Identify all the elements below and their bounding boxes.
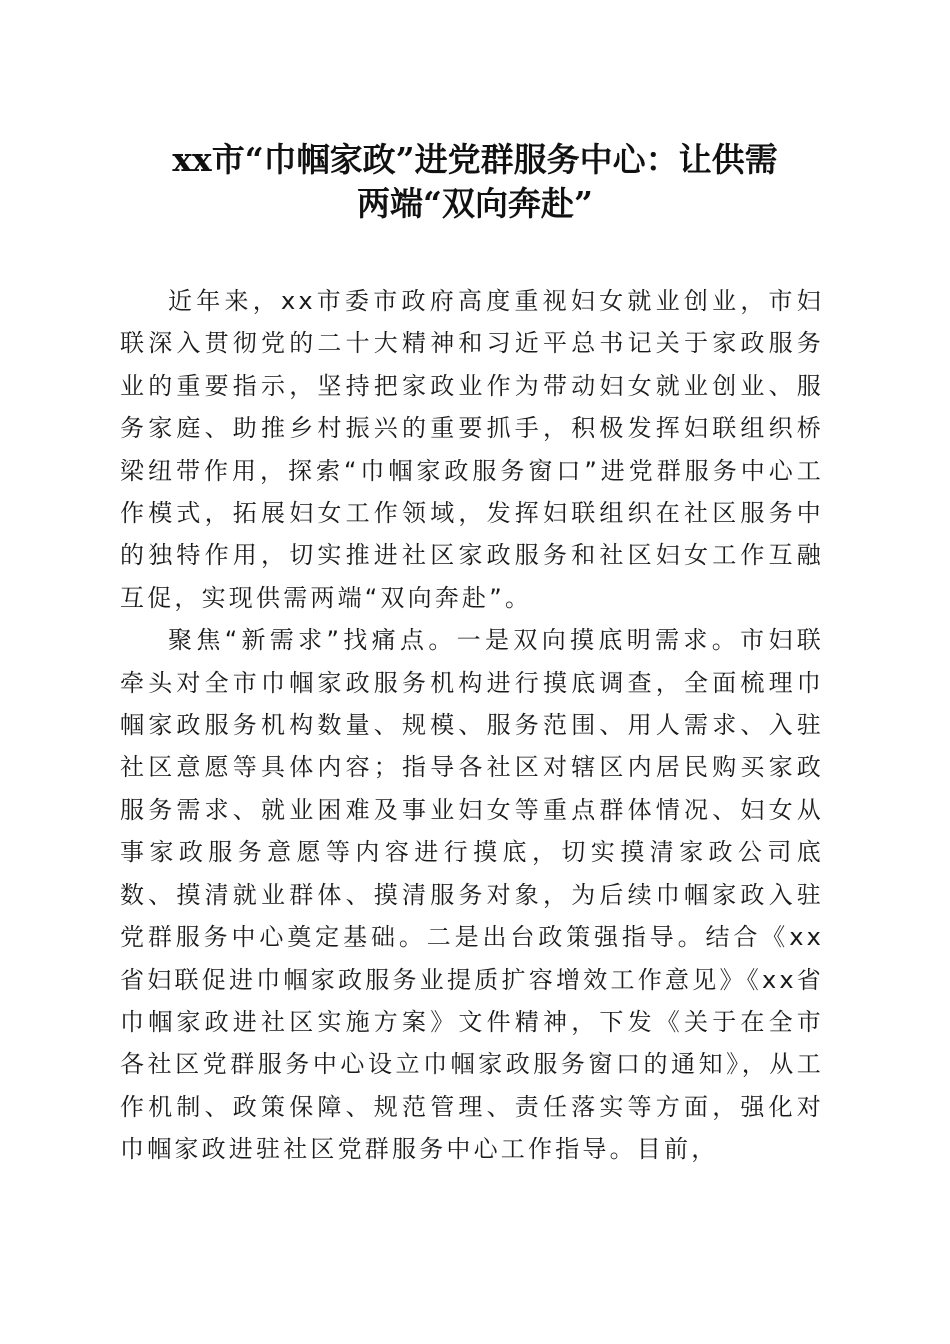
document-body xyxy=(120,280,824,1171)
title-line-2: 两端“双向奔赴” xyxy=(357,184,593,223)
paragraph-new-demand: 聚焦“新需求”找痛点。一是双向摸底明需求。市妇联牵头对全市巾帼家政服务机构进行摸底调查，全面梳理巾帼家政服务机构数量、规模、服务范围、用人需求、入驻社区意愿等具体内容；指导各社区对辖区内居民购买家政服务需求、就业困难及事业妇女等重点群体情况、妇女从事家政服务意愿等内容进行摸底，切实摸清家政公司底数、摸清就业群体、摸清服务对象，为后续巾帼家政入驻党群服务中心奠定基础。二是出台政策强指导。结合《xx省妇联促进巾帼家政服务业提质扩容增效工作意见》《xx省巾帼家政进社区实施方案》文件精神，下发《关于在全市各社区党群服务中心设立巾帼家政服务窗口的通知》，从工作机制、政策保障、规范管理、责任落实等方面，强化对巾帼家政进驻社区党群服务中心工作指导。目前， xyxy=(120,626,824,1164)
document-title xyxy=(110,138,840,226)
paragraph-intro: 近年来，xx市委市政府高度重视妇女就业创业，市妇联深入贯彻党的二十大精神和习近平总书记关于家政服务业的重要指示，坚持把家政业作为带动妇女就业创业、服务家庭、助推乡村振兴的重要抓手，积极发挥妇联组织桥梁纽带作用，探索“巾帼家政服务窗口”进党群服务中心工作模式，拓展妇女工作领域，发挥妇联组织在社区服务中的独特作用，切实推进社区家政服务和社区妇女工作互融互促，实现供需两端“双向奔赴”。 xyxy=(120,287,824,612)
title-line-1: xx市“巾帼家政”进党群服务中心：让供需 xyxy=(172,140,778,179)
